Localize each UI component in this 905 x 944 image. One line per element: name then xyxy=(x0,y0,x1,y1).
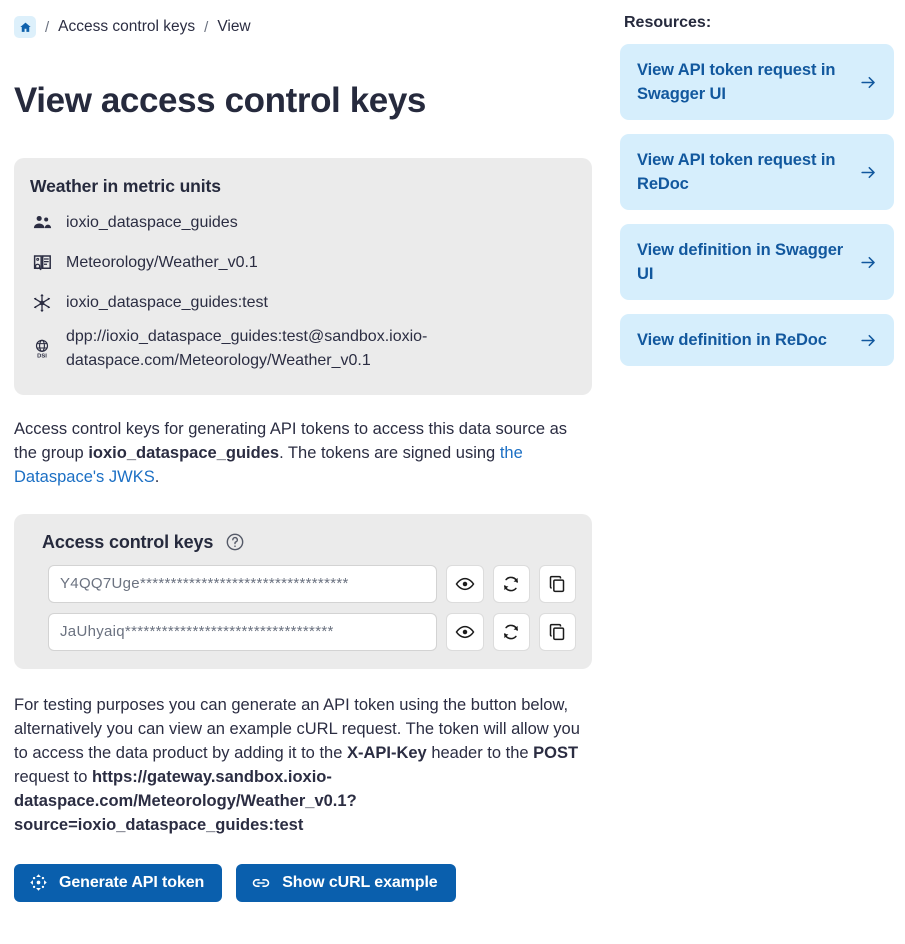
breadcrumb-separator-2: / xyxy=(204,18,209,36)
access-key-input-1[interactable] xyxy=(48,565,437,603)
breadcrumb-separator-1: / xyxy=(45,18,50,36)
arrow-right-icon xyxy=(859,163,878,182)
definition-icon xyxy=(30,251,54,275)
resources-label: Resources: xyxy=(624,14,712,31)
testing-part2: header to the xyxy=(426,743,534,762)
resource-card-label: View API token request in Swagger UI xyxy=(637,61,836,103)
breadcrumb-item-view: View xyxy=(217,18,251,35)
http-method: POST xyxy=(533,743,579,762)
breadcrumb xyxy=(14,12,610,42)
key-row xyxy=(30,613,576,651)
copy-key-button-1[interactable] xyxy=(539,565,576,603)
dataspace-node-icon xyxy=(29,873,48,892)
resource-card-api-token-swagger[interactable] xyxy=(620,44,894,120)
testing-paragraph xyxy=(14,693,594,837)
resource-card-label: View API token request in ReDoc xyxy=(637,151,836,193)
help-circle-icon[interactable] xyxy=(225,532,245,552)
gateway-url: https://gateway.sandbox.ioxio-dataspace.com/Meteorology/Weather_v0.1?source=ioxio_dataspace_guides:test xyxy=(14,767,357,834)
generate-api-token-button[interactable] xyxy=(14,864,222,902)
info-row-data-source-text: ioxio_dataspace_guides:test xyxy=(66,293,268,311)
generate-api-token-label: Generate API token xyxy=(59,873,205,891)
access-control-keys-panel xyxy=(14,514,592,669)
resource-card-definition-swagger[interactable] xyxy=(620,224,894,300)
intro-part1: Access control keys for generating API tokens to access this data source as the group xyxy=(14,419,568,462)
intro-part2: . The tokens are signed using xyxy=(279,443,500,462)
info-row-group-text: ioxio_dataspace_guides xyxy=(66,213,238,231)
dsi-globe-icon xyxy=(30,337,54,361)
info-row-definition-text: Meteorology/Weather_v0.1 xyxy=(66,253,258,271)
key-row xyxy=(30,565,576,603)
testing-part3: request to xyxy=(14,767,92,786)
api-key-header-name: X-API-Key xyxy=(346,743,427,762)
copy-key-button-2[interactable] xyxy=(539,613,576,651)
keys-panel-header xyxy=(42,532,576,553)
regenerate-key-button-2[interactable] xyxy=(493,613,530,651)
resource-card-label: View definition in Swagger UI xyxy=(637,241,844,283)
testing-part1: For testing purposes you can generate an API token using the button below, alternatively you can view an example cURL request. The token will allow you to access the data product by adding it to the xyxy=(14,695,580,762)
access-key-input-2[interactable] xyxy=(48,613,437,651)
svg-text:DSI: DSI xyxy=(37,353,47,360)
breadcrumb-item-access-control-keys[interactable]: Access control keys xyxy=(58,18,196,35)
info-row-group xyxy=(30,203,572,243)
info-row-dpp-url xyxy=(30,323,572,375)
data-source-info-card xyxy=(14,158,592,395)
jwks-link[interactable]: the Dataspace's JWKS xyxy=(14,443,523,486)
resource-card-definition-redoc[interactable] xyxy=(620,314,894,366)
keys-panel-title: Access control keys xyxy=(42,531,214,552)
info-row-data-source xyxy=(30,283,572,323)
data-source-icon xyxy=(30,291,54,315)
show-key-button-2[interactable] xyxy=(446,613,483,651)
resources-column xyxy=(610,0,905,944)
action-buttons xyxy=(14,864,610,902)
home-icon[interactable] xyxy=(14,16,36,38)
arrow-right-icon xyxy=(859,253,878,272)
resource-card-api-token-redoc[interactable] xyxy=(620,134,894,210)
regenerate-key-button-1[interactable] xyxy=(493,565,530,603)
resource-card-label: View definition in ReDoc xyxy=(637,331,827,349)
link-icon xyxy=(251,873,271,893)
show-key-button-1[interactable] xyxy=(446,565,483,603)
arrow-right-icon xyxy=(859,331,878,350)
info-card-title: Weather in metric units xyxy=(30,175,221,196)
info-row-dpp-url-text: dpp://ioxio_dataspace_guides:test@sandbox.ioxio-dataspace.com/Meteorology/Weather_v0.1 xyxy=(66,327,428,369)
show-curl-example-label: Show cURL example xyxy=(282,873,438,891)
show-curl-example-button[interactable] xyxy=(236,864,455,902)
info-row-definition xyxy=(30,243,572,283)
intro-group-name: ioxio_dataspace_guides xyxy=(88,443,280,462)
group-icon xyxy=(30,211,54,235)
arrow-right-icon xyxy=(859,73,878,92)
page-title: View access control keys xyxy=(14,81,426,120)
intro-part3: . xyxy=(154,467,160,486)
intro-paragraph xyxy=(14,417,594,489)
